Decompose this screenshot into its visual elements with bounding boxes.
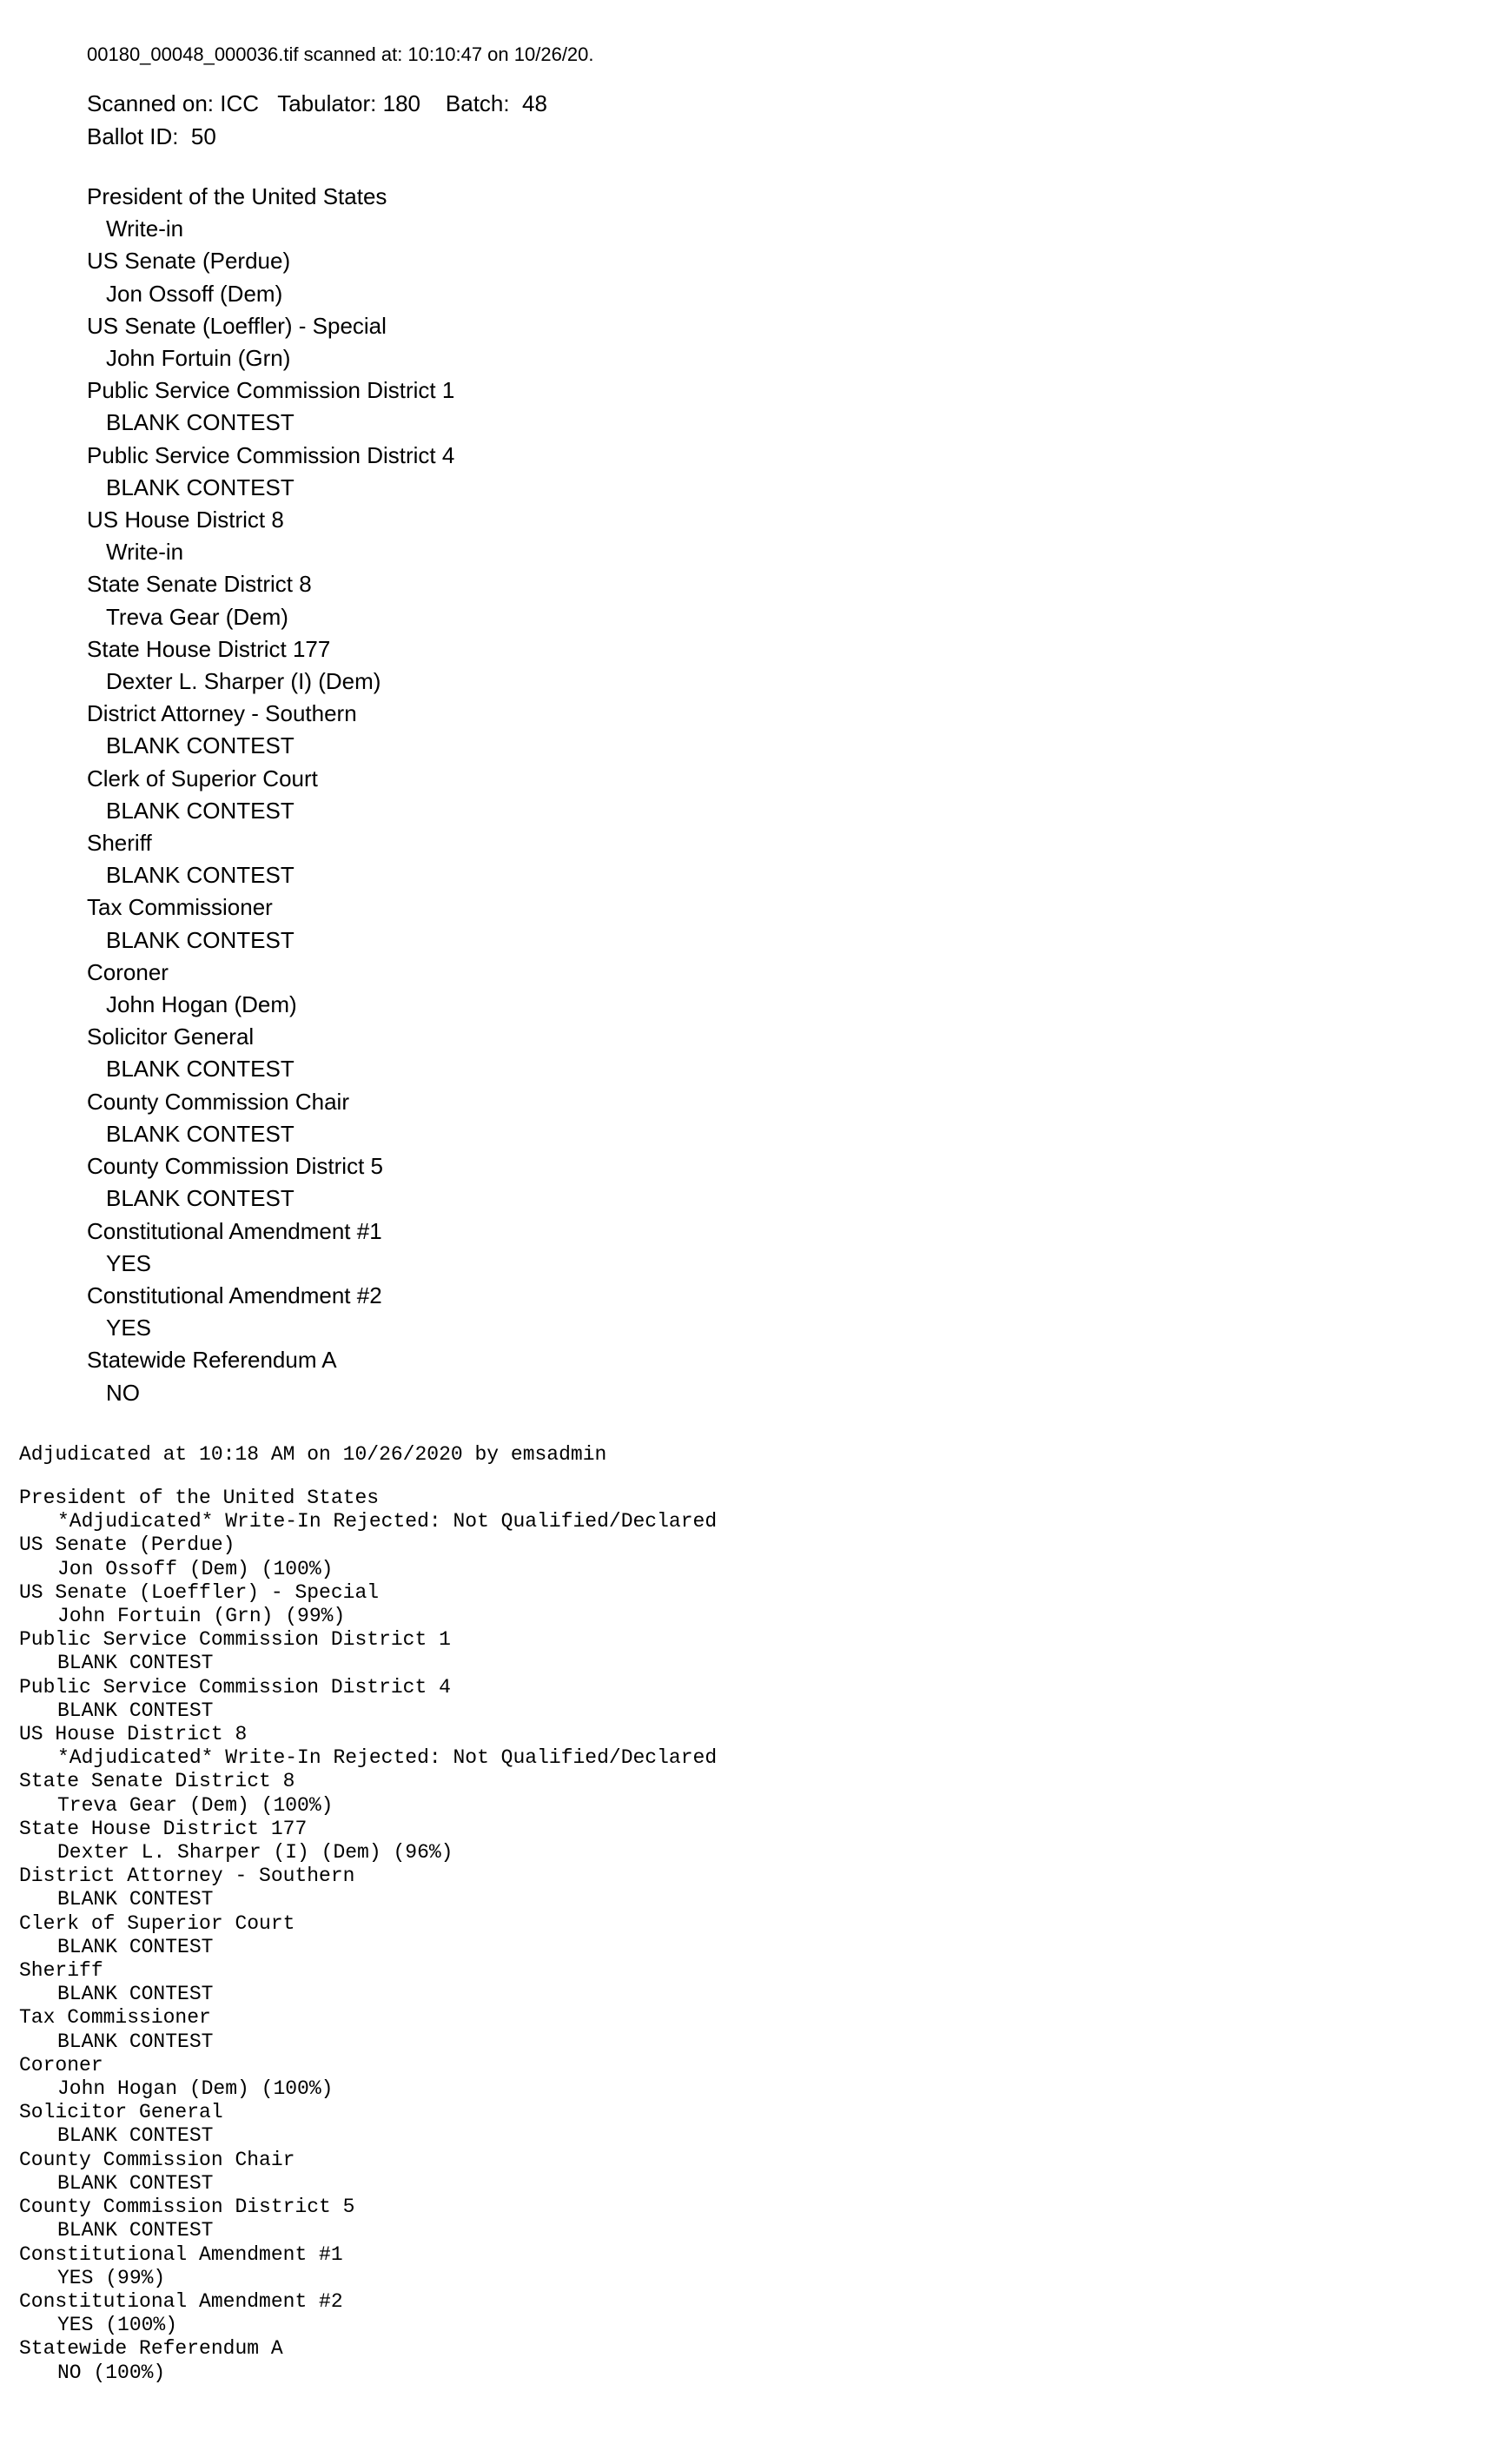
adjudicated-contest-title: Constitutional Amendment #2 (19, 2289, 343, 2313)
scan-meta-line: Scanned on: ICC Tabulator: 180 Batch: 48 (87, 90, 547, 116)
adjudicated-contest-title: District Attorney - Southern (19, 1865, 355, 1888)
adjudicated-contest-choice: Dexter L. Sharper (I) (Dem) (96%) (57, 1841, 453, 1865)
scan-contest-choice: NO (106, 1379, 140, 1406)
scan-contest-title: Solicitor General (87, 1023, 255, 1050)
adjudicated-contest-choice: John Hogan (Dem) (100%) (57, 2077, 334, 2101)
scan-contest-title: Tax Commissioner (87, 894, 273, 921)
scan-contest-choice: Write-in (106, 215, 184, 242)
adjudicated-contest-choice: BLANK CONTEST (57, 1699, 214, 1722)
adjudicated-contest-choice: BLANK CONTEST (57, 1888, 214, 1911)
adjudicated-contest-choice: Treva Gear (Dem) (100%) (57, 1793, 334, 1817)
scan-contest-choice: BLANK CONTEST (106, 1120, 294, 1147)
scan-contest-choice: YES (106, 1315, 152, 1341)
ballot-id-line: Ballot ID: 50 (87, 123, 216, 149)
adjudicated-contest-title: Solicitor General (19, 2101, 223, 2124)
scan-contest-title: County Commission District 5 (87, 1153, 383, 1180)
contest-list (87, 181, 594, 1409)
scan-contest-title: Statewide Referendum A (87, 1347, 337, 1374)
adjudicated-contest-choice: YES (99%) (57, 2266, 166, 2289)
scan-contest-title: Public Service Commission District 1 (87, 377, 455, 404)
adjudicated-contest-title: Public Service Commission District 4 (19, 1675, 451, 1699)
scan-contest-title: Sheriff (87, 830, 152, 857)
scan-contest-title: Clerk of Superior Court (87, 765, 318, 792)
adjudicated-contest-title: US Senate (Loeffler) - Special (19, 1580, 380, 1604)
adjudicated-contest-choice: Jon Ossoff (Dem) (100%) (57, 1557, 334, 1580)
scan-contest-choice: BLANK CONTEST (106, 409, 294, 436)
adjudication-header: Adjudicated at 10:18 AM on 10/26/2020 by emsadmin (19, 1443, 607, 1466)
adjudication-contest-list (19, 1487, 717, 2385)
adjudicated-contest-choice: BLANK CONTEST (57, 2219, 214, 2242)
scan-contest-choice: BLANK CONTEST (106, 474, 294, 500)
adjudicated-contest-choice: *Adjudicated* Write-In Rejected: Not Qualified/Declared (57, 1510, 718, 1533)
adjudicated-contest-title: Coroner (19, 2053, 103, 2077)
scan-contest-title: Coroner (87, 958, 169, 985)
adjudicated-contest-title: US House District 8 (19, 1723, 248, 1746)
adjudicated-contest-choice: BLANK CONTEST (57, 2124, 214, 2148)
adjudicated-contest-choice: YES (100%) (57, 2314, 178, 2337)
adjudicated-contest-choice: BLANK CONTEST (57, 2171, 214, 2195)
adjudicated-contest-title: US Senate (Perdue) (19, 1533, 235, 1557)
scan-contest-title: Public Service Commission District 4 (87, 441, 455, 468)
scan-contest-title: Constitutional Amendment #2 (87, 1282, 382, 1308)
ballot-meta (87, 87, 594, 153)
adjudicated-contest-title: Constitutional Amendment #1 (19, 2242, 343, 2266)
scan-section (87, 40, 594, 1409)
scan-contest-choice: YES (106, 1249, 152, 1276)
adjudicated-contest-choice: *Adjudicated* Write-In Rejected: Not Qualified/Declared (57, 1746, 718, 1770)
adjudicated-contest-choice: BLANK CONTEST (57, 1983, 214, 2006)
scan-contest-title: State House District 177 (87, 635, 331, 662)
adjudicated-contest-title: Tax Commissioner (19, 2006, 211, 2030)
adjudicated-contest-title: Public Service Commission District 1 (19, 1628, 451, 1652)
adjudicated-contest-title: County Commission Chair (19, 2148, 295, 2171)
scan-contest-title: Constitutional Amendment #1 (87, 1217, 382, 1244)
adjudicated-contest-title: Statewide Referendum A (19, 2337, 283, 2361)
scan-contest-choice: Treva Gear (Dem) (106, 603, 288, 630)
scan-contest-title: President of the United States (87, 183, 387, 209)
scan-header: 00180_00048_000036.tif scanned at: 10:10:47 on 10/26/20. (87, 43, 594, 65)
adjudicated-contest-title: County Commission District 5 (19, 2196, 355, 2219)
adjudicated-contest-title: Clerk of Superior Court (19, 1911, 295, 1935)
scan-contest-choice: Dexter L. Sharper (I) (Dem) (106, 668, 381, 695)
adjudicated-contest-choice: BLANK CONTEST (57, 1652, 214, 1675)
scan-contest-choice: Jon Ossoff (Dem) (106, 280, 283, 307)
scan-contest-choice: BLANK CONTEST (106, 926, 294, 953)
scan-contest-title: County Commission Chair (87, 1088, 349, 1115)
scan-contest-choice: John Fortuin (Grn) (106, 345, 291, 372)
scan-contest-choice: BLANK CONTEST (106, 1185, 294, 1212)
scan-contest-choice: BLANK CONTEST (106, 1056, 294, 1083)
scan-contest-title: US House District 8 (87, 507, 284, 533)
adjudication-section (19, 1440, 717, 2385)
scan-contest-choice: BLANK CONTEST (106, 862, 294, 889)
scan-contest-choice: BLANK CONTEST (106, 732, 294, 759)
adjudicated-contest-choice: John Fortuin (Grn) (99%) (57, 1605, 346, 1628)
scan-contest-title: US Senate (Perdue) (87, 248, 291, 275)
scan-contest-choice: John Hogan (Dem) (106, 991, 297, 1018)
adjudicated-contest-choice: BLANK CONTEST (57, 1935, 214, 1958)
scan-contest-title: US Senate (Loeffler) - Special (87, 312, 387, 339)
adjudicated-contest-title: State House District 177 (19, 1817, 308, 1840)
adjudicated-contest-title: President of the United States (19, 1487, 380, 1509)
adjudicated-contest-choice: BLANK CONTEST (57, 2030, 214, 2053)
adjudicated-contest-title: State Senate District 8 (19, 1770, 295, 1793)
scan-contest-choice: BLANK CONTEST (106, 797, 294, 824)
scan-contest-title: State Senate District 8 (87, 571, 312, 598)
scan-contest-choice: Write-in (106, 539, 184, 566)
scan-contest-title: District Attorney - Southern (87, 700, 357, 727)
adjudicated-contest-choice: NO (100%) (57, 2361, 166, 2384)
adjudicated-contest-title: Sheriff (19, 1959, 103, 1983)
